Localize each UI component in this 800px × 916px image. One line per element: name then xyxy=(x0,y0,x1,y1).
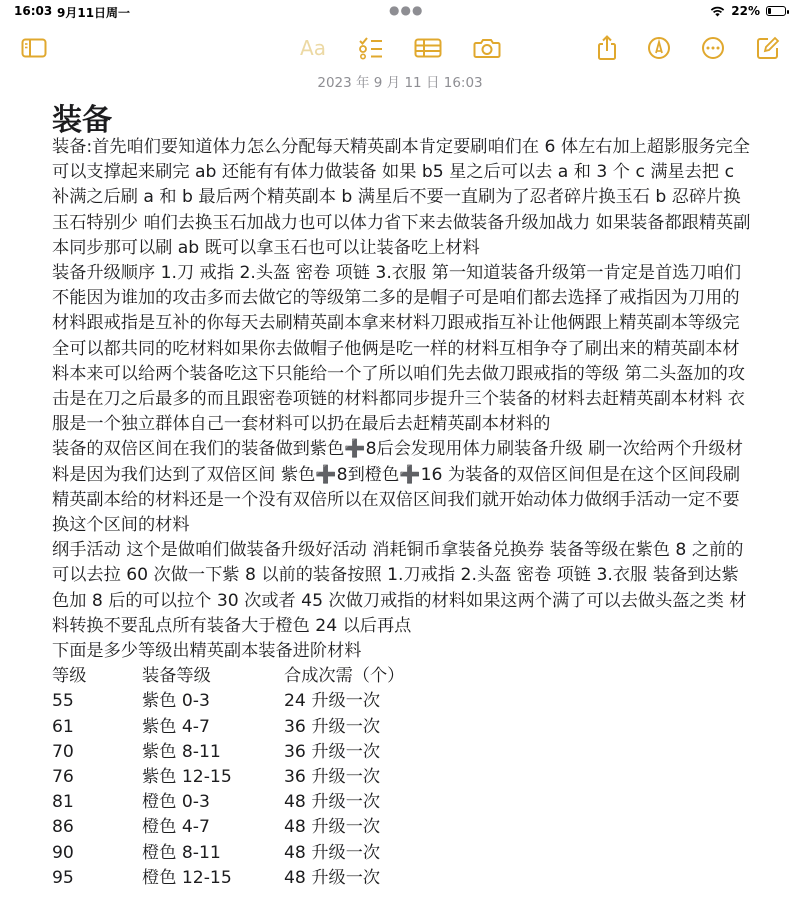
more-icon xyxy=(701,36,725,60)
table-cell-count: 48 升级一次 xyxy=(284,867,381,888)
wifi-icon xyxy=(710,6,725,17)
camera-button[interactable] xyxy=(472,30,502,66)
table-cell-equip: 紫色 0-3 xyxy=(142,691,210,712)
note-body[interactable] xyxy=(52,135,752,891)
table-cell-level: 81 xyxy=(52,792,74,813)
markup-icon xyxy=(647,36,671,60)
paragraph-equipment-intro: 装备:首先咱们要知道体力怎么分配每天精英副本肯定要刷咱们在 6 体左右加上超影服务完全可以支撑起来刷完 ab 还能有有体力做装备 如果 b5 星之后可以去 a 和 3 个 c 满星去把 c 补满之后刷 a 和 b 最后两个精英副本 b 满星后不要一直刷为了忍者碎片换玉石 b 忍碎片换玉石特别少 咱们去换玉石加战力也可以体力省下来去做装备升级加战力 如果装备都跟精英副本同步那可以刷 ab 既可以拿玉石也可以让装备吃上材料 xyxy=(52,137,751,258)
text-format-button[interactable] xyxy=(298,30,328,66)
table-row xyxy=(52,689,404,714)
table-button[interactable] xyxy=(413,30,443,66)
table-cell-count: 24 升级一次 xyxy=(284,691,381,712)
table-row xyxy=(52,715,404,740)
share-button[interactable] xyxy=(594,30,620,66)
table-cell-level: 86 xyxy=(52,817,74,838)
battery-icon xyxy=(766,6,786,16)
table-header: 装备等级 xyxy=(142,666,211,687)
sidebar-toggle-button[interactable] xyxy=(20,30,48,66)
table-cell-equip: 橙色 0-3 xyxy=(142,792,210,813)
status-bar xyxy=(0,0,800,24)
table-cell-count: 48 升级一次 xyxy=(284,842,381,863)
table-header: 合成次需（个） xyxy=(284,666,405,687)
status-date: 9月11日周一 xyxy=(57,6,131,20)
level-table xyxy=(52,664,404,891)
text-format-label: Aa xyxy=(300,36,326,60)
table-cell-count: 48 升级一次 xyxy=(284,792,381,813)
table-cell-level: 55 xyxy=(52,691,74,712)
share-icon xyxy=(597,35,617,61)
checklist-icon xyxy=(358,36,384,60)
table-cell-equip: 橙色 4-7 xyxy=(142,817,210,838)
multitasking-dots-icon[interactable]: ●●● xyxy=(389,3,424,17)
table-row xyxy=(52,765,404,790)
table-row xyxy=(52,866,404,891)
table-cell-count: 48 升级一次 xyxy=(284,817,381,838)
table-row xyxy=(52,740,404,765)
table-cell-count: 36 升级一次 xyxy=(284,716,381,737)
markup-button[interactable] xyxy=(645,30,673,66)
camera-icon xyxy=(473,37,501,59)
table-row xyxy=(52,790,404,815)
table-cell-level: 61 xyxy=(52,716,74,737)
note-timestamp: 2023 年 9 月 11 日 16:03 xyxy=(317,75,483,91)
table-header: 等级 xyxy=(52,666,87,687)
sidebar-icon xyxy=(21,38,47,58)
table-cell-equip: 紫色 12-15 xyxy=(142,767,232,788)
checklist-button[interactable] xyxy=(357,30,385,66)
status-time: 16:03 xyxy=(14,4,53,18)
table-cell-equip: 橙色 8-11 xyxy=(142,842,221,863)
compose-button[interactable] xyxy=(754,30,782,66)
paragraph-table-intro: 下面是多少等级出精英副本装备进阶材料 xyxy=(52,641,362,662)
table-cell-count: 36 升级一次 xyxy=(284,767,381,788)
table-cell-level: 76 xyxy=(52,767,74,788)
battery-percent: 22% xyxy=(731,4,760,18)
table-cell-equip: 橙色 12-15 xyxy=(142,867,232,888)
notes-toolbar xyxy=(0,30,800,66)
paragraph-tsunade-event: 纲手活动 这个是做咱们做装备升级好活动 消耗铜币拿装备兑换券 装备等级在紫色 8 之前的可以去拉 60 次做一下紫 8 以前的装备按照 1.刀戒指 2.头盔 密卷 项链 3.衣服 装备到达紫色加 8 后的可以拉个 30 次或者 45 次做刀戒指的材料如果这两个满了可以去做头盔之类 材料转换不要乱点所有装备大于橙色 24 以后再点 xyxy=(52,540,747,636)
paragraph-double-range: 装备的双倍区间在我们的装备做到紫色➕8后会发现用体力刷装备升级 刷一次给两个升级材料是因为我们达到了双倍区间 紫色➕8到橙色➕16 为装备的双倍区间但是在这个区间段刷精英副本给的材料还是一个没有双倍所以在双倍区间我们就开始动体力做纲手活动一定不要换这个区间的材料 xyxy=(52,439,743,536)
table-icon xyxy=(414,38,442,58)
table-row xyxy=(52,841,404,866)
note-title[interactable]: 装备 xyxy=(52,103,112,138)
more-button[interactable] xyxy=(699,30,727,66)
paragraph-upgrade-order: 装备升级顺序 1.刀 戒指 2.头盔 密卷 项链 3.衣服 第一知道装备升级第一肯定是首选刀咱们不能因为谁加的攻击多而去做它的等级第二多的是帽子可是咱们都去选择了戒指因为刀用的材料跟戒指是互补的你每天去刷精英副本拿来材料刀跟戒指互补让他俩跟上精英副本等级完全可以都共同的吃材料如果你去做帽子他俩是吃一样的材料互相争夺了刷出来的精英副本材料本来可以给两个装备吃这下只能给一个了所以咱们先去做刀跟戒指的等级 第二头盔加的攻击是在刀之后最多的而且跟密卷项链的材料都同步提升三个装备的材料去赶精英副本材料 衣服是一个独立群体自己一套材料可以扔在最后去赶精英副本材料的 xyxy=(52,263,745,435)
table-cell-level: 70 xyxy=(52,741,74,762)
table-cell-level: 90 xyxy=(52,842,74,863)
table-cell-level: 95 xyxy=(52,867,74,888)
table-cell-equip: 紫色 8-11 xyxy=(142,741,221,762)
compose-icon xyxy=(756,36,780,60)
table-cell-equip: 紫色 4-7 xyxy=(142,716,210,737)
status-right xyxy=(710,4,786,18)
table-row xyxy=(52,815,404,840)
table-cell-count: 36 升级一次 xyxy=(284,741,381,762)
table-header-row xyxy=(52,664,404,689)
